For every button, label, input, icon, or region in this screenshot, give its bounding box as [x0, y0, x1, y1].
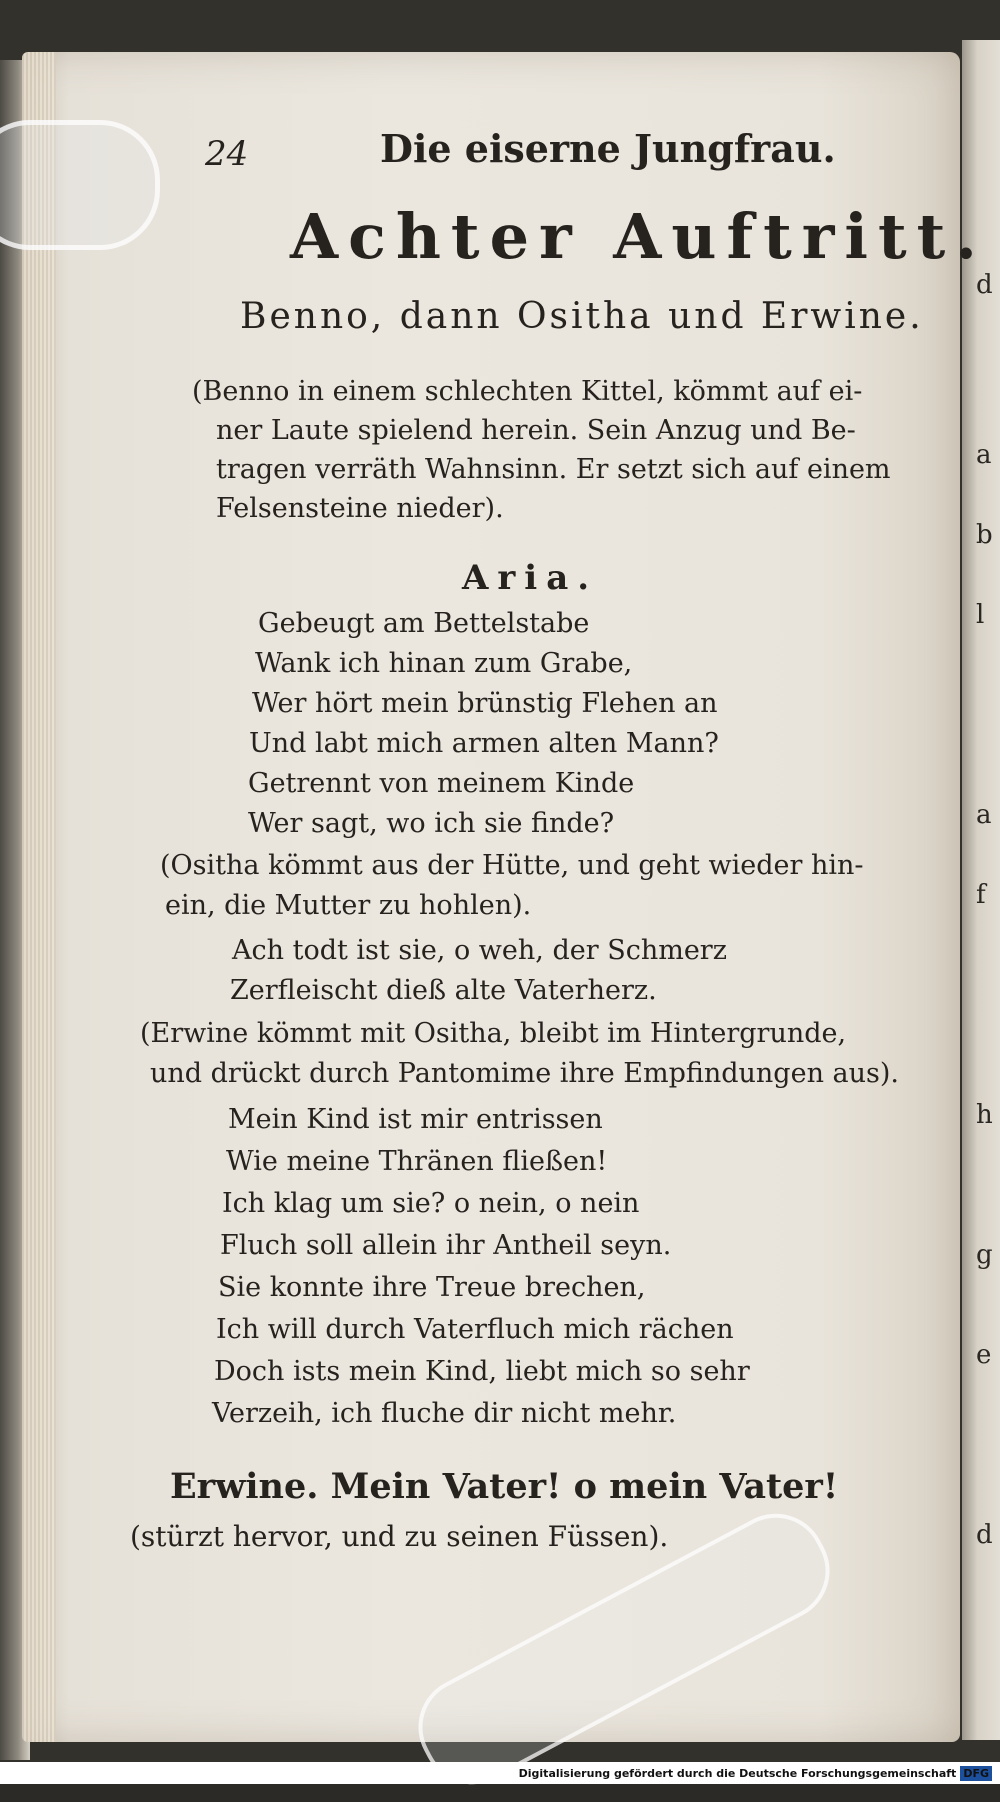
verse-line: Doch ists mein Kind, liebt mich so sehr — [214, 1356, 750, 1387]
verse-line: Ach todt ist sie, o weh, der Schmerz — [232, 935, 727, 966]
verse-line: Und labt mich armen alten Mann? — [249, 728, 719, 759]
verse-line: Fluch soll allein ihr Antheil seyn. — [220, 1230, 672, 1261]
digitization-footer — [0, 1762, 1000, 1784]
stage-direction-line: tragen verräth Wahnsinn. Er setzt sich auf einem — [216, 454, 891, 485]
adjacent-fragment: e — [976, 1340, 992, 1370]
verse-line: Mein Kind ist mir entrissen — [228, 1104, 603, 1135]
running-head: Die eiserne Jungfrau. — [380, 126, 836, 171]
adjacent-fragment: d — [976, 1520, 993, 1550]
final-direction: (stürzt hervor, und zu seinen Füssen). — [130, 1520, 669, 1553]
page-number: 24 — [205, 134, 249, 174]
scene-heading: Achter Auftritt. — [290, 200, 987, 273]
dfg-logo: DFG — [960, 1766, 992, 1781]
stage-direction — [192, 372, 891, 528]
adjacent-fragment: g — [976, 1240, 993, 1270]
stage-direction-line: ner Laute spielend herein. Sein Anzug und Be- — [216, 415, 856, 446]
adjacent-fragment: b — [976, 520, 993, 550]
adjacent-fragment: h — [976, 1100, 993, 1130]
verse-line: Zerfleischt dieß alte Vaterherz. — [230, 975, 657, 1006]
character-list: Benno, dann Ositha und Erwine. — [240, 296, 924, 337]
glass-clip-top — [0, 120, 160, 250]
verse-stage-direction: ein, die Mutter zu hohlen). — [165, 890, 532, 921]
verse-line: Wie meine Thränen fließen! — [226, 1146, 608, 1177]
adjacent-fragment: l — [976, 600, 985, 630]
aria-title: Aria. — [462, 558, 599, 598]
page-edge-stack — [22, 52, 56, 1742]
footer-credit: Digitalisierung gefördert durch die Deutsche Forschungsgemeinschaft — [518, 1766, 957, 1780]
verse-line: Sie konnte ihre Treue brechen, — [218, 1272, 646, 1303]
verse-stage-direction: (Erwine kömmt mit Ositha, bleibt im Hintergrunde, — [140, 1018, 847, 1049]
final-speech: Erwine. Mein Vater! o mein Vater! — [170, 1466, 839, 1507]
verse-line: Gebeugt am Bettelstabe — [258, 608, 590, 639]
verse-line: Ich klag um sie? o nein, o nein — [222, 1188, 640, 1219]
stage-direction-line: (Benno in einem schlechten Kittel, kömmt auf ei- — [192, 376, 863, 407]
adjacent-page-edge — [962, 40, 1000, 1740]
verse-line: Ich will durch Vaterfluch mich rächen — [216, 1314, 734, 1345]
verse-line: Getrennt von meinem Kinde — [248, 768, 635, 799]
adjacent-fragment: a — [976, 440, 992, 470]
verse-stage-direction: und drückt durch Pantomime ihre Empfindungen aus). — [150, 1058, 899, 1089]
verse-line: Verzeih, ich fluche dir nicht mehr. — [212, 1398, 677, 1429]
adjacent-fragment: f — [976, 880, 986, 910]
verse-line: Wank ich hinan zum Grabe, — [255, 648, 633, 679]
adjacent-fragment: a — [976, 800, 992, 830]
adjacent-fragment: d — [976, 270, 993, 300]
stage-direction-line: Felsensteine nieder). — [216, 493, 504, 524]
verse-stage-direction: (Ositha kömmt aus der Hütte, und geht wieder hin- — [160, 850, 864, 881]
verse-line: Wer hört mein brünstig Flehen an — [252, 688, 718, 719]
verse-line: Wer sagt, wo ich sie finde? — [248, 808, 615, 839]
